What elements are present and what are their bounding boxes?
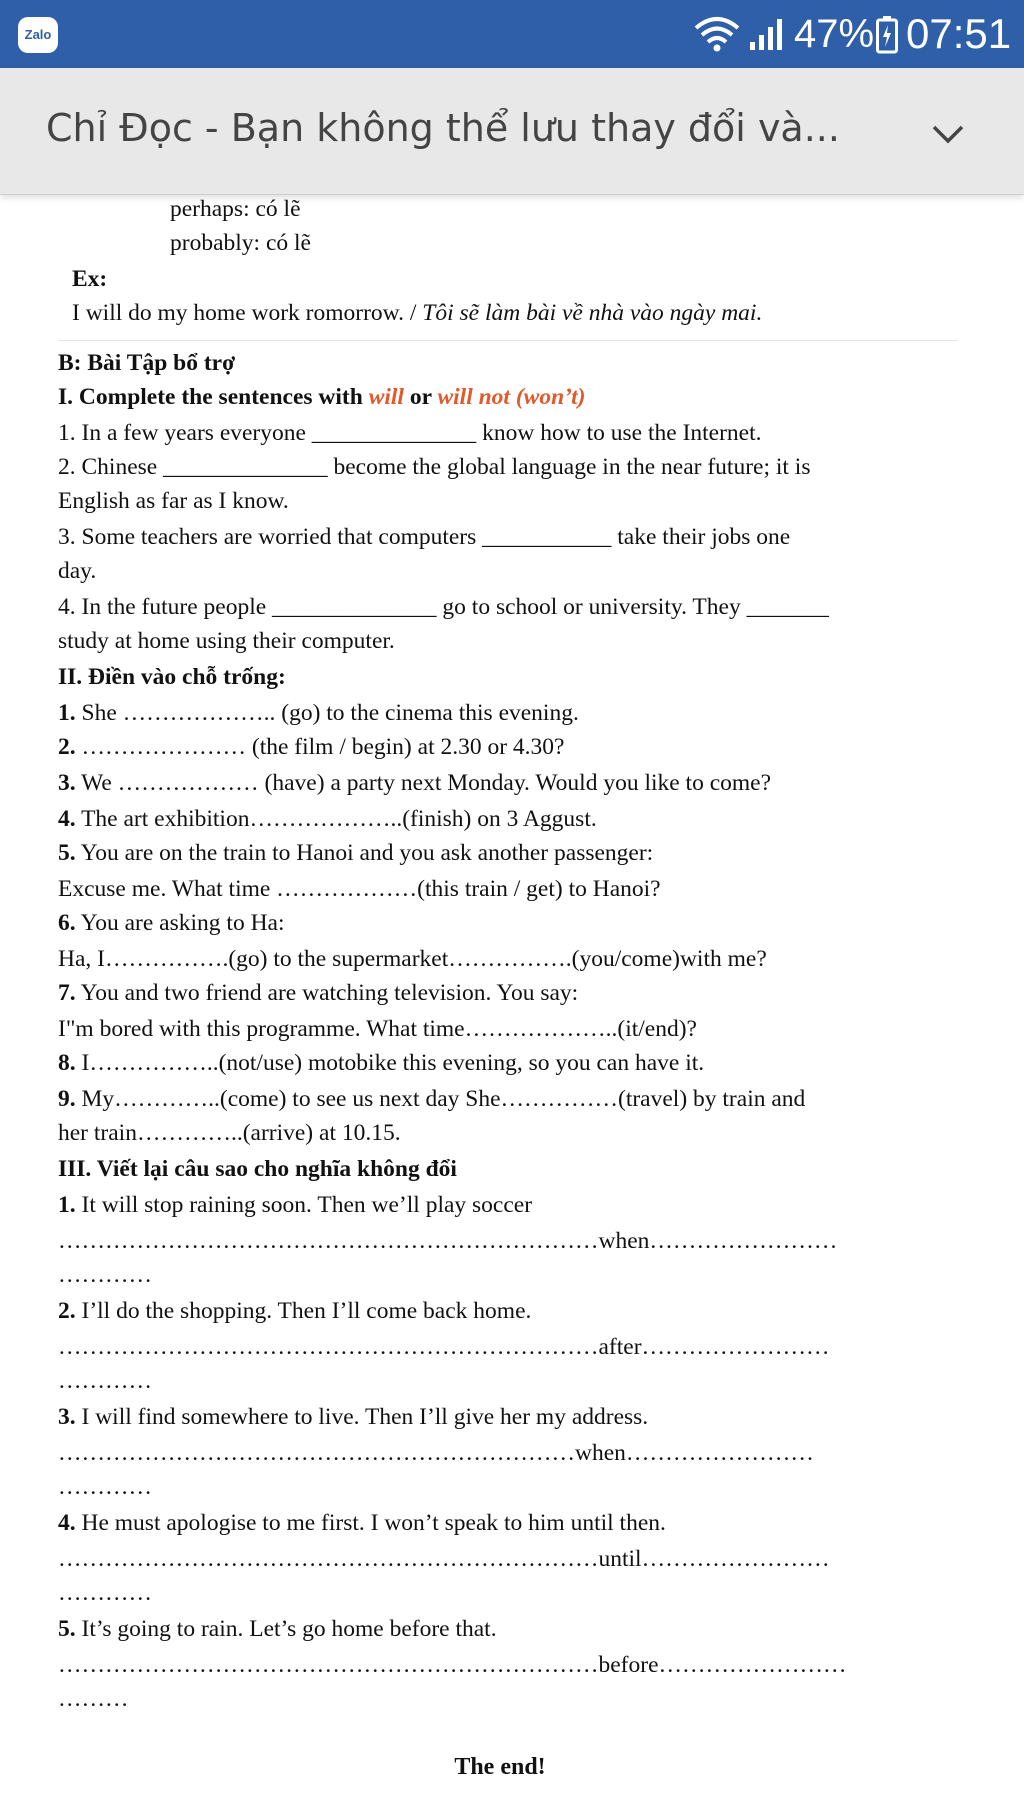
part1-heading [58, 382, 585, 412]
chevron-down-icon[interactable] [928, 114, 968, 154]
part3-question: 4. He must apologise to me first. I won’t speak to him until then. [58, 1510, 666, 1536]
banner-title: Chỉ Đọc - Bạn không thể lưu thay đổi và... [46, 106, 840, 150]
part3-answer-line: ……………………………………………………………after…………………… [58, 1334, 830, 1360]
part3-question: 1. It will stop raining soon. Then we’ll play soccer [58, 1192, 533, 1218]
zalo-app-icon: Zalo [18, 17, 58, 53]
example-english: I will do my home work romorrow. / [72, 300, 423, 326]
part2-item: I"m bored with this programme. What time………………..(it/end)? [58, 1016, 697, 1042]
part1-heading-will: will [368, 384, 404, 410]
part1-line: 1. In a few years everyone ______________ know how to use the Internet. [58, 420, 762, 446]
wifi-icon [692, 14, 742, 54]
status-bar [0, 0, 1024, 68]
battery-percent: 47% [794, 12, 875, 56]
definition-perhaps: perhaps: có lẽ [170, 196, 301, 222]
the-end-text: The end! [454, 1754, 546, 1780]
part3-answer-line: ……………………………………………………………until…………………… [58, 1546, 830, 1572]
part2-item: 1. She ……………….. (go) to the cinema this evening. [58, 700, 579, 726]
part3-answer-line: ……………………………………………………………when…………………… [58, 1228, 838, 1254]
part2-item: Ha, I…………….(go) to the supermarket…………….(you/come)with me? [58, 946, 767, 972]
part3-answer-tail: ………… [58, 1262, 152, 1288]
part1-line: 2. Chinese ______________ become the global language in the near future; it is [58, 454, 811, 480]
part2-item: 7. You and two friend are watching television. You say: [58, 980, 579, 1006]
divider [58, 340, 958, 341]
part2-heading: II. Điền vào chỗ trống: [58, 664, 286, 690]
part2-item: 4. The art exhibition………………..(finish) on 3 Aggust. [58, 806, 597, 832]
part2-item: 2. ………………… (the film / begin) at 2.30 or 4.30? [58, 734, 565, 760]
part3-question: 3. I will find somewhere to live. Then I’ll give her my address. [58, 1404, 649, 1430]
part2-item: 6. You are asking to Ha: [58, 910, 285, 936]
part3-answer-line: …………………………………………………………when…………………… [58, 1440, 814, 1466]
part3-answer-tail: ……… [58, 1686, 129, 1712]
part2-item: 9. My…………..(come) to see us next day She……………(travel) by train and [58, 1086, 806, 1112]
example-sentence [72, 298, 762, 328]
section-b-heading: B: Bài Tập bổ trợ [58, 350, 236, 376]
part3-question: 2. I’ll do the shopping. Then I’ll come back home. [58, 1298, 532, 1324]
part1-line: day. [58, 558, 97, 584]
example-vietnamese: Tôi sẽ làm bài về nhà vào ngày mai. [422, 300, 763, 326]
part3-answer-tail: ………… [58, 1580, 152, 1606]
part1-line: 4. In the future people ______________ go to school or university. They _______ [58, 594, 829, 620]
part3-heading: III. Viết lại câu sao cho nghĩa không đổi [58, 1156, 457, 1182]
part1-line: study at home using their computer. [58, 628, 395, 654]
part3-answer-tail: ………… [58, 1474, 152, 1500]
battery-icon [876, 16, 898, 54]
part3-question: 5. It’s going to rain. Let’s go home before that. [58, 1616, 497, 1642]
part3-answer-tail: ………… [58, 1368, 152, 1394]
part1-heading-pre: I. Complete the sentences with [58, 384, 369, 410]
definition-probably: probably: có lẽ [170, 230, 311, 256]
part1-heading-or: or [403, 384, 438, 410]
part3-answer-line: ……………………………………………………………before…………………… [58, 1652, 847, 1678]
part2-item: her train…………..(arrive) at 10.15. [58, 1120, 401, 1146]
part1-line: 3. Some teachers are worried that computers ___________ take their jobs one [58, 524, 791, 550]
part2-item: 3. We ……………… (have) a party next Monday. Would you like to come? [58, 770, 772, 796]
part1-heading-wont: will not (won’t) [437, 384, 586, 410]
clock: 07:51 [906, 10, 1012, 57]
part2-item: 8. I……………..(not/use) motobike this evening, so you can have it. [58, 1050, 705, 1076]
read-only-banner[interactable] [0, 68, 1024, 195]
part2-item: Excuse me. What time ………………(this train / get) to Hanoi? [58, 876, 661, 902]
part2-item: 5. You are on the train to Hanoi and you ask another passenger: [58, 840, 654, 866]
example-label: Ex: [72, 266, 108, 292]
part1-line: English as far as I know. [58, 488, 289, 514]
signal-icon [748, 16, 784, 52]
